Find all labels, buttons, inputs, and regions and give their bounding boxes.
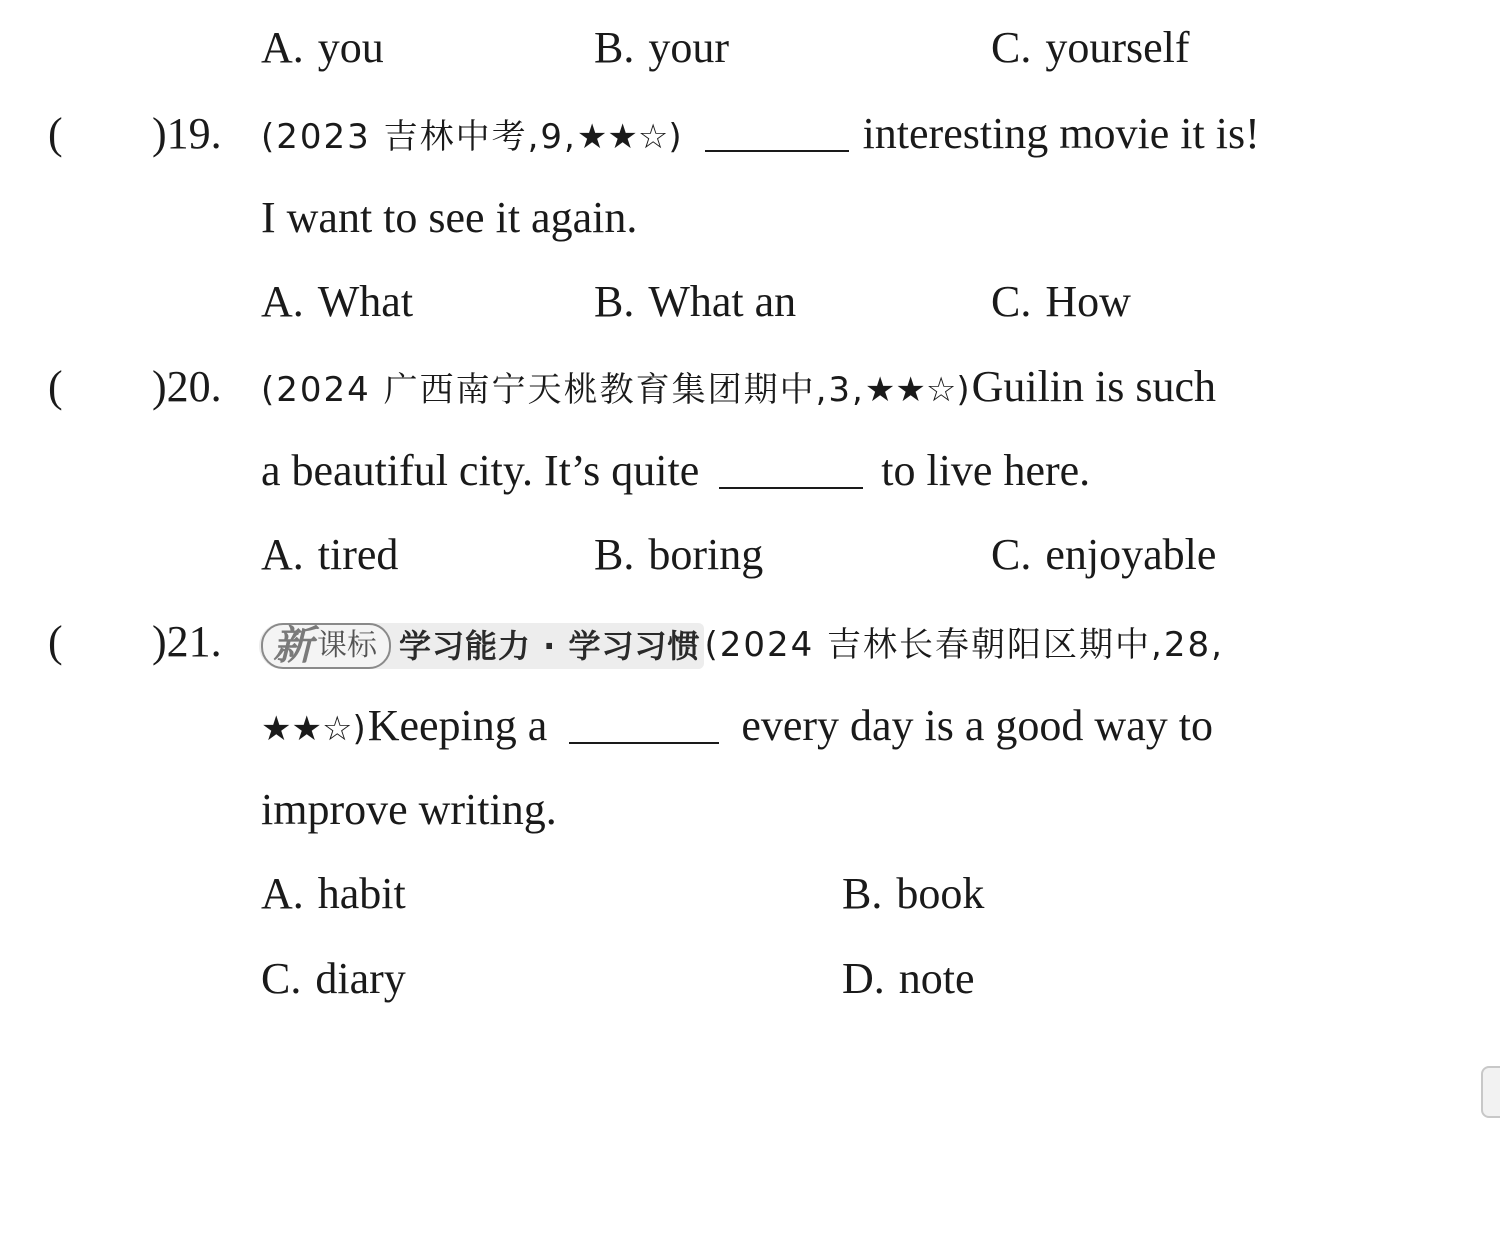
option-text: What	[317, 277, 414, 326]
option-text: diary	[315, 954, 406, 1003]
side-panel-tab[interactable]	[1481, 1066, 1500, 1118]
stem-text: interesting movie it is!	[862, 109, 1260, 158]
difficulty-stars: ★★☆	[261, 709, 353, 749]
question-stem-line-3: improve writing.	[261, 785, 557, 834]
q19-option-a	[261, 276, 413, 328]
option-text: you	[317, 23, 384, 72]
answer-blank	[719, 453, 863, 489]
option-letter: C.	[991, 277, 1032, 326]
option-letter: B.	[842, 869, 883, 918]
option-text: enjoyable	[1045, 530, 1217, 579]
question-number: )21.	[152, 617, 222, 666]
stem-text-before: Keeping a	[367, 701, 548, 750]
question-stem-line-1	[261, 108, 1260, 163]
question-number: )19.	[152, 109, 222, 158]
option-letter: A.	[261, 530, 304, 579]
stem-text-after: every day is a good way to	[741, 701, 1213, 750]
q21-option-a	[261, 868, 406, 920]
difficulty-stars: ★★☆	[576, 117, 669, 157]
option-letter: C.	[991, 530, 1032, 579]
question-source	[704, 625, 1223, 665]
question-number: )20.	[152, 362, 222, 411]
stem-text-after: to live here.	[881, 446, 1091, 495]
q20-option-a	[261, 529, 398, 581]
option-letter: B.	[594, 277, 635, 326]
option-letter: C.	[261, 954, 302, 1003]
option-letter: B.	[594, 23, 635, 72]
question-source	[261, 117, 684, 157]
curriculum-tag	[259, 623, 704, 669]
option-letter: D.	[842, 954, 885, 1003]
source-close: )	[352, 709, 368, 749]
answer-blank	[705, 116, 849, 152]
tag-new-glyph: 新	[273, 621, 313, 669]
option-letter: A.	[261, 23, 304, 72]
q19-option-b	[594, 276, 796, 328]
q21-option-b	[842, 868, 984, 920]
answer-paren-open[interactable]: (	[48, 109, 63, 158]
question-stem-line-2	[261, 445, 1090, 497]
option-text: habit	[317, 869, 406, 918]
option-letter: B.	[594, 530, 635, 579]
answer-blank	[569, 708, 719, 744]
source-close: )	[668, 117, 684, 157]
option-letter: A.	[261, 277, 304, 326]
option-text: tired	[317, 530, 399, 579]
option-text: book	[896, 869, 985, 918]
option-text: your	[648, 23, 730, 72]
question-stem-line-2	[261, 700, 1213, 755]
option-letter: C.	[991, 23, 1032, 72]
question-source	[261, 370, 972, 410]
question-stem-line-1	[259, 616, 1224, 671]
option-text: What an	[648, 277, 797, 326]
q21-option-d	[842, 953, 975, 1005]
tag-skill-label: 学习能力 · 学习习惯	[399, 626, 701, 665]
q21-option-c	[261, 953, 406, 1005]
source-close: )	[956, 370, 972, 410]
option-text: yourself	[1045, 23, 1190, 72]
q18-option-b	[594, 22, 729, 74]
q18-option-a	[261, 22, 384, 74]
q20-option-b	[594, 529, 763, 581]
question-stem-line-2: I want to see it again.	[261, 193, 638, 242]
q18-option-c	[991, 22, 1190, 74]
option-letter: A.	[261, 869, 304, 918]
q19-option-c	[991, 276, 1131, 328]
option-text: note	[898, 954, 975, 1003]
stem-text: Guilin is such	[971, 362, 1217, 411]
source-text: (2024 广西南宁天桃教育集团期中,3,	[261, 370, 865, 410]
difficulty-stars: ★★☆	[864, 370, 957, 410]
answer-paren-open[interactable]: (	[48, 362, 63, 411]
tag-kb-label: 课标	[317, 627, 377, 663]
option-text: How	[1045, 277, 1131, 326]
question-stem-line-1	[261, 361, 1216, 416]
question-source-cont	[261, 709, 368, 749]
source-text: (2024 吉林长春朝阳区期中,28,	[704, 625, 1224, 665]
answer-paren-open[interactable]: (	[48, 617, 63, 666]
stem-text-before: a beautiful city. It’s quite	[261, 446, 700, 495]
option-text: boring	[648, 530, 764, 579]
q20-option-c	[991, 529, 1216, 581]
source-text: (2023 吉林中考,9,	[261, 117, 577, 157]
new-curriculum-badge	[261, 623, 391, 669]
